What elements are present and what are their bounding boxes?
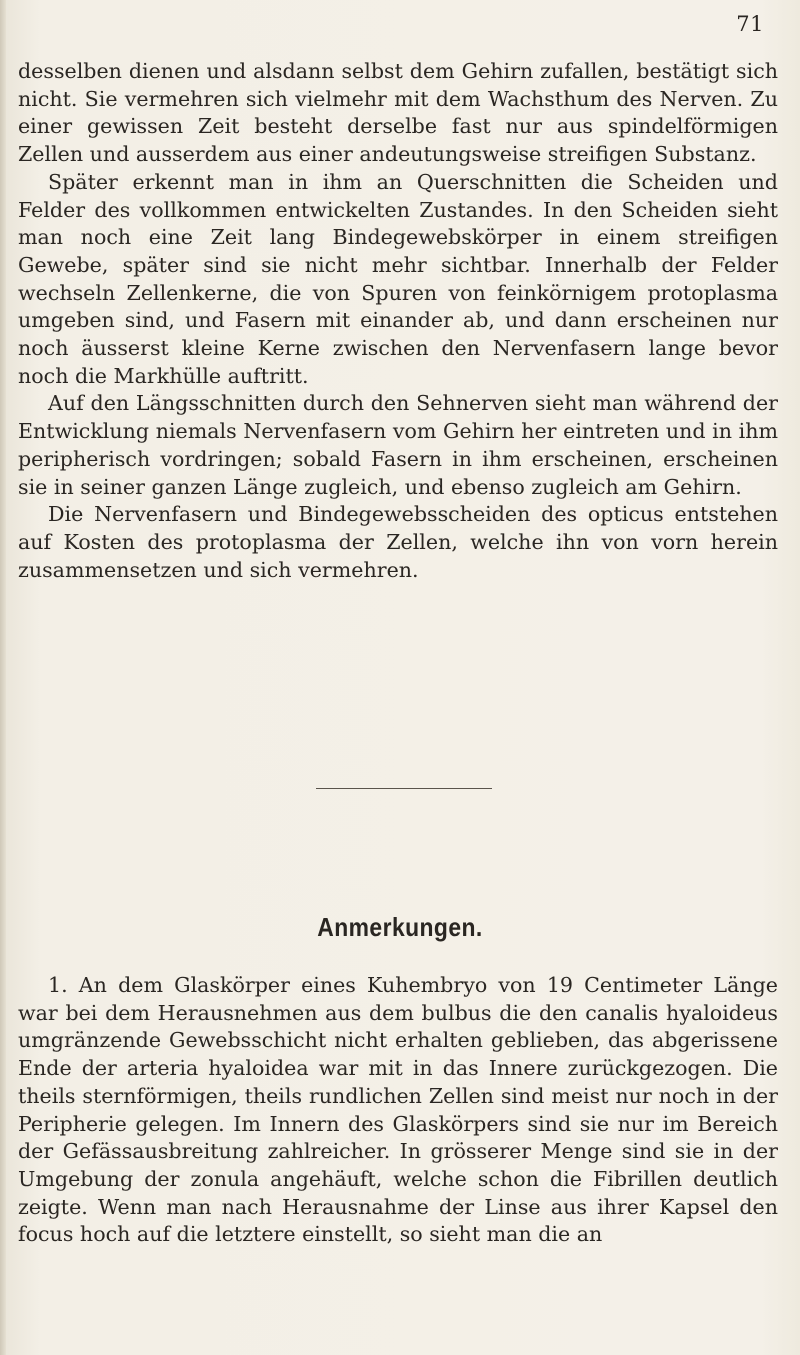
notes-text (18, 972, 778, 1249)
note-paragraph: 1. An dem Glaskörper eines Kuhembryo von 19 Centimeter Länge war bei dem Herausnehmen aus dem bulbus die den canalis hyaloideus umgränzende Gewebsschicht nicht erhalten geblieben, das abgerissene Ende der arteria hyaloidea war mit in das Innere zurückgezogen. Die theils sternförmigen, theils rundlichen Zellen sind meist nur noch in der Peripherie gelegen. Im Innern des Glaskörpers sind sie nur im Bereich der Gefässausbreitung zahlreicher. In grösserer Menge sind sie in der Umgebung der zonula angehäuft, welche schon die Fibrillen deutlich zeigte. Wenn man nach Herausnahme der Linse aus ihrer Kapsel den focus hoch auf die letztere einstellt, so sieht man die an (18, 973, 778, 1247)
page-number: 71 (736, 12, 764, 36)
paragraph: Die Nervenfasern und Bindegewebsscheiden des opticus entstehen auf Kosten des protoplasma der Zellen, welche ihn von vorn herein zusammensetzen und sich vermehren. (18, 502, 778, 582)
paragraph: Später erkennt man in ihm an Querschnitten die Scheiden und Felder des vollkommen entwickelten Zustandes. In den Scheiden sieht man noch eine Zeit lang Bindegewebskörper in einem streifigen Gewebe, später sind sie nicht mehr sichtbar. Innerhalb der Felder wechseln Zellenkerne, die von Spuren von feinkörnigem protoplasma umgeben sind, und Fasern mit einander ab, und dann erscheinen nur noch äusserst kleine Kerne zwischen den Nervenfasern lange bevor noch die Markhülle auftritt. (18, 169, 778, 388)
binding-edge (0, 0, 6, 1355)
paragraph-continuation: desselben dienen und alsdann selbst dem Gehirn zufallen, bestätigt sich nicht. Sie vermehren sich vielmehr mit dem Wachsthum des Nerven. Zu einer gewissen Zeit besteht derselbe fast nur aus spindelförmigen Zellen und ausserdem aus einer andeutungsweise streifigen Substanz. (18, 59, 778, 167)
notes-heading: Anmerkungen. (317, 912, 483, 942)
section-divider (316, 788, 492, 789)
paragraph: Auf den Längsschnitten durch den Sehnerven sieht man während der Entwicklung niemals Nervenfasern vom Gehirn her eintreten und in ihm peripherisch vordringen; sobald Fasern in ihm erscheinen, erscheinen sie in seiner ganzen Länge zugleich, und ebenso zugleich am Gehirn. (18, 391, 778, 499)
main-text (18, 58, 778, 584)
